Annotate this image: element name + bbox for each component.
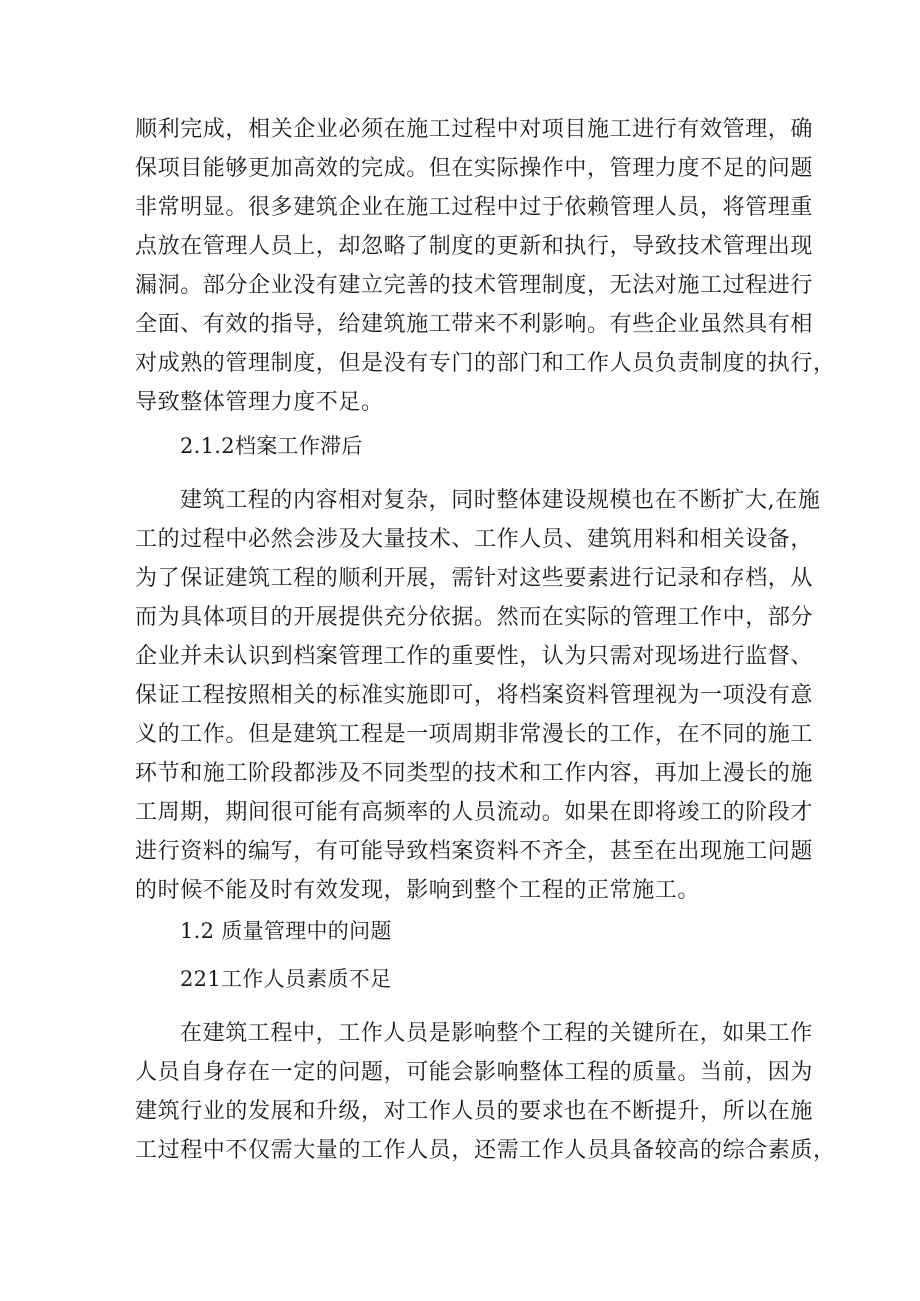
paragraph-line: 工的过程中必然会涉及大量技术、工作人员、建筑用料和相关设备，	[135, 527, 814, 552]
paragraph-line: 保项目能够更加高效的完成。但在实际操作中，管理力度不足的问题	[135, 156, 814, 181]
paragraph-line: 工周期，期间很可能有高频率的人员流动。如果在即将竣工的阶段才	[135, 800, 814, 825]
paragraph-line: 非常明显。很多建筑企业在施工过程中过于依赖管理人员，将管理重	[135, 195, 814, 220]
paragraph-line: 义的工作。但是建筑工程是一项周期非常漫长的工作，在不同的施工	[135, 722, 814, 747]
paragraph-line: 环节和施工阶段都涉及不同类型的技术和工作内容，再加上漫长的施	[135, 761, 814, 786]
paragraph-line: 保证工程按照相关的标准实施即可，将档案资料管理视为一项没有意	[135, 683, 814, 708]
paragraph-line: 工过程中不仅需大量的工作人员，还需工作人员具备较高的综合素质，	[135, 1138, 836, 1163]
paragraph-line: 建筑工程的内容相对复杂，同时整体建设规模也在不断扩大,在施	[180, 488, 821, 513]
paragraph-line: 导致整体管理力度不足。	[135, 390, 384, 415]
section-heading-1-2: 1.2 质量管理中的问题	[180, 919, 392, 943]
paragraph-line: 顺利完成，相关企业必须在施工过程中对项目施工进行有效管理，确	[135, 117, 814, 142]
section-heading-2-1-2: 2.1.2档案工作滞后	[180, 434, 363, 458]
paragraph-line: 在建筑工程中，工作人员是影响整个工程的关键所在，如果工作	[180, 1021, 813, 1046]
paragraph-line: 而为具体项目的开展提供充分依据。然而在实际的管理工作中，部分	[135, 605, 814, 630]
section-heading-2-2-1: 221工作人员素质不足	[180, 967, 392, 991]
paragraph-line: 全面、有效的指导，给建筑施工带来不利影响。有些企业虽然具有相	[135, 312, 814, 337]
paragraph-line: 漏洞。部分企业没有建立完善的技术管理制度，无法对施工过程进行	[135, 273, 814, 298]
paragraph-line: 人员自身存在一定的问题，可能会影响整体工程的质量。当前，因为	[135, 1060, 814, 1085]
paragraph-line: 点放在管理人员上，却忽略了制度的更新和执行，导致技术管理出现	[135, 234, 814, 259]
paragraph-line: 企业并未认识到档案管理工作的重要性，认为只需对现场进行监督、	[135, 644, 814, 669]
paragraph-line: 对成熟的管理制度，但是没有专门的部门和工作人员负责制度的执行，	[135, 351, 836, 376]
paragraph-line: 的时候不能及时有效发现，影响到整个工程的正常施工。	[135, 878, 701, 903]
paragraph-line: 进行资料的编写，有可能导致档案资料不齐全，甚至在出现施工问题	[135, 839, 814, 864]
paragraph-line: 建筑行业的发展和升级，对工作人员的要求也在不断提升，所以在施	[135, 1099, 814, 1124]
paragraph-line: 为了保证建筑工程的顺利开展，需针对这些要素进行记录和存档，从	[135, 566, 814, 591]
